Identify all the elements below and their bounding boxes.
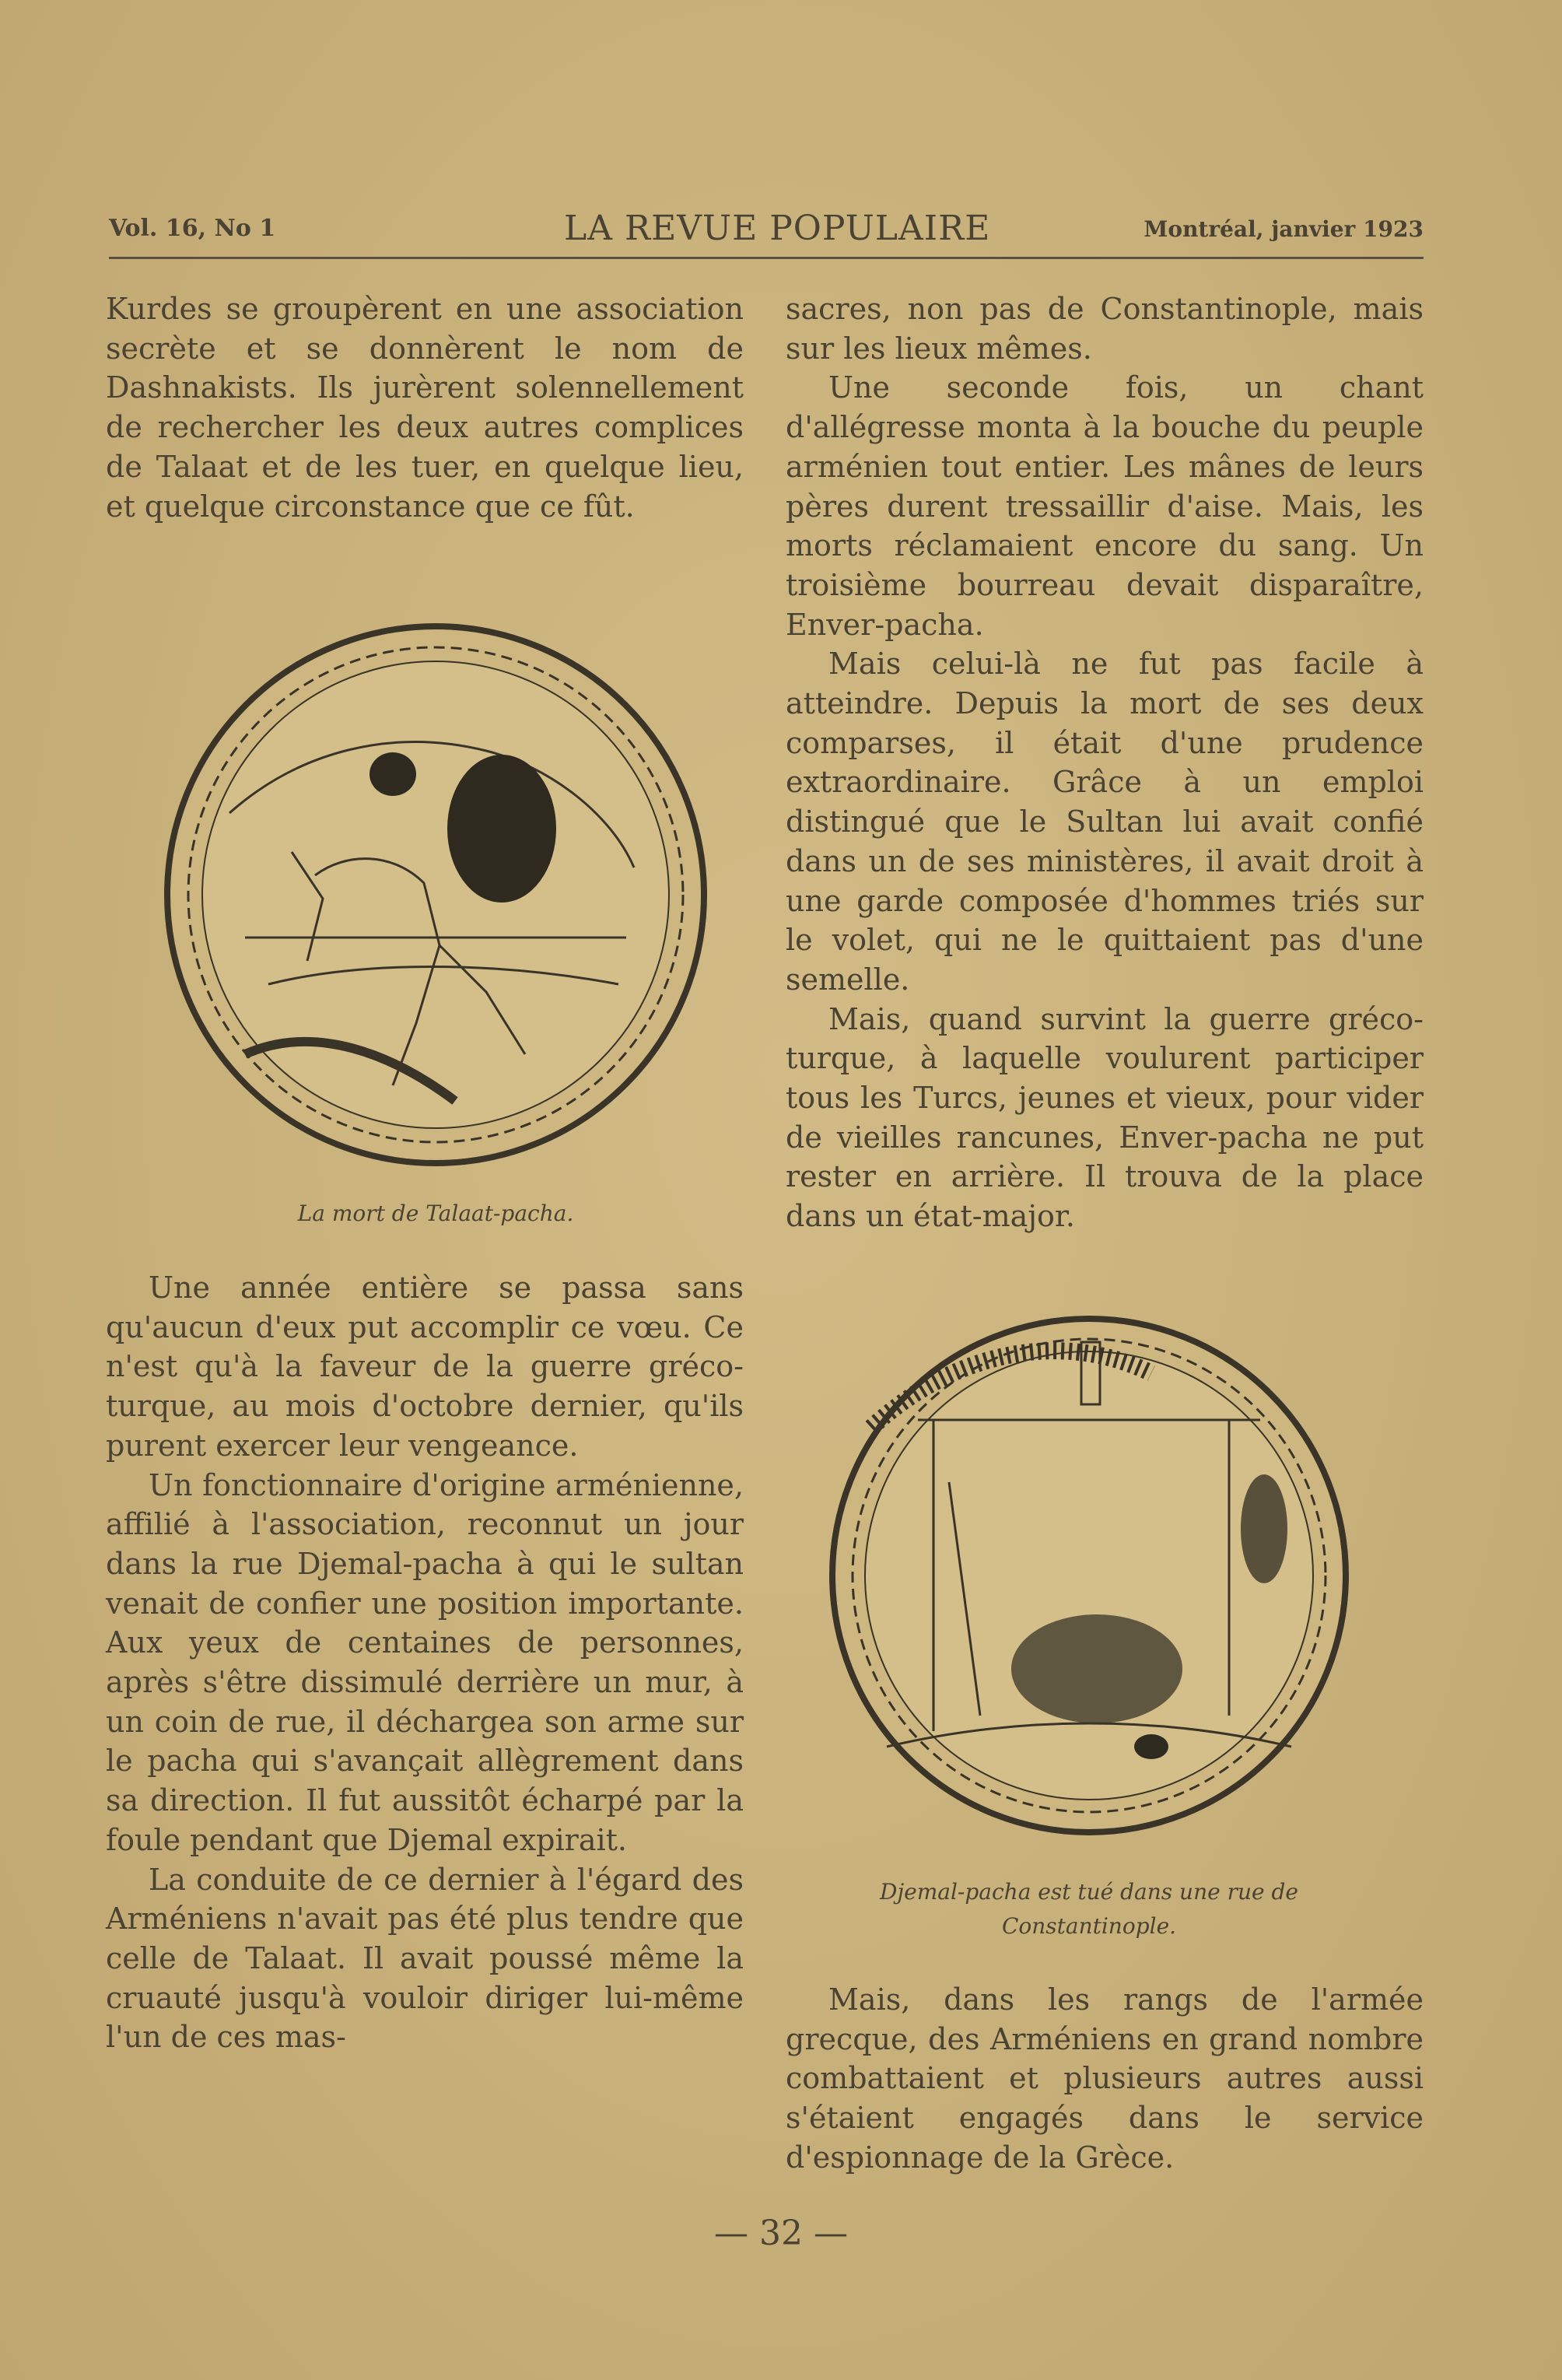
right-top-text (786, 289, 1424, 1236)
paragraph: Un fonctionnaire d'origine arménienne, affilié à l'association, reconnut un jour dans la rue Djemal-pacha à qui le sultan venait de confier une position importante. Aux yeux de centaines de personnes, après s'être dissimulé derrière un mur, à un coin de rue, il déchargea son arme sur le pacha qui s'avançait allègrement dans sa direction. Il fut aussitôt écharpé par la foule pendant que Djemal expirait. (106, 1467, 744, 1857)
illustration-djemal (825, 1311, 1354, 1840)
right-bottom-text (786, 1980, 1424, 2178)
header-rule (109, 257, 1424, 259)
paragraph: sacres, non pas de Constantinople, mais sur les lieux mêmes. (786, 292, 1424, 366)
caption-djemal: Djemal-pacha est tué dans une rue de Constantinople. (880, 1879, 1298, 1939)
issue-date: Montréal, janvier 1923 (1143, 216, 1424, 242)
paragraph: Mais, dans les rangs de l'armée grecque, des Arméniens en grand nombre combattaient et plusieurs autres aussi s'étaient engagés dans le service d'espionnage de la Grèce. (786, 1982, 1424, 2175)
paragraph: Mais, quand survint la guerre gréco-turque, à laquelle voulurent participer tous les Turcs, jeunes et vieux, pour vider de vieilles rancunes, Enver-pacha ne put rester en arrière. Il trouva de la place dans un état-major. (786, 1001, 1424, 1234)
paragraph: La conduite de ce dernier à l'égard des Arméniens n'avait pas été plus tendre que celle de Talaat. Il avait poussé même la cruauté jusqu'à vouloir diriger lui-même l'un de ces mas- (106, 1862, 744, 2055)
paragraph: Une seconde fois, un chant d'allégresse monta à la bouche du peuple arménien tout entier. Les mânes de leurs pères durent tressaillir d'aise. Mais, les morts réclamaient encore du sang. Un troisième bourreau devait disparaître, Enver-pacha. (786, 370, 1424, 642)
paragraph: Kurdes se groupèrent en une association secrète et se donnèrent le nom de Dashnakists. Ils jurèrent solennellement de rechercher les deux autres complices de Talaat et de les tuer, en quelque lieu, et quelque circonstance que ce fût. (106, 292, 744, 524)
caption-talaat: La mort de Talaat-pacha. (297, 1201, 574, 1226)
paragraph: Une année entière se passa sans qu'aucun d'eux put accomplir ce vœu. Ce n'est qu'à la faveur de la guerre gréco-turque, au mois d'octobre dernier, qu'ils purent exercer leur vengeance. (106, 1271, 744, 1463)
left-top-text (106, 289, 744, 526)
illustration-talaat (159, 619, 712, 1171)
page-number: — 32 — (714, 2214, 848, 2253)
paragraph: Mais celui-là ne fut pas facile à atteindre. Depuis la mort de ses deux comparses, il était d'une prudence extraordinaire. Grâce à un emploi distingué que le Sultan lui avait confié dans un de ses ministères, il avait droit à une garde composée d'hommes triés sur le volet, qui ne le quittaient pas d'une semelle. (786, 647, 1424, 997)
page-header (109, 209, 1424, 247)
volume-label: Vol. 16, No 1 (109, 215, 276, 242)
magazine-title: LA REVUE POPULAIRE (564, 209, 991, 248)
left-bottom-text (106, 1268, 744, 2057)
